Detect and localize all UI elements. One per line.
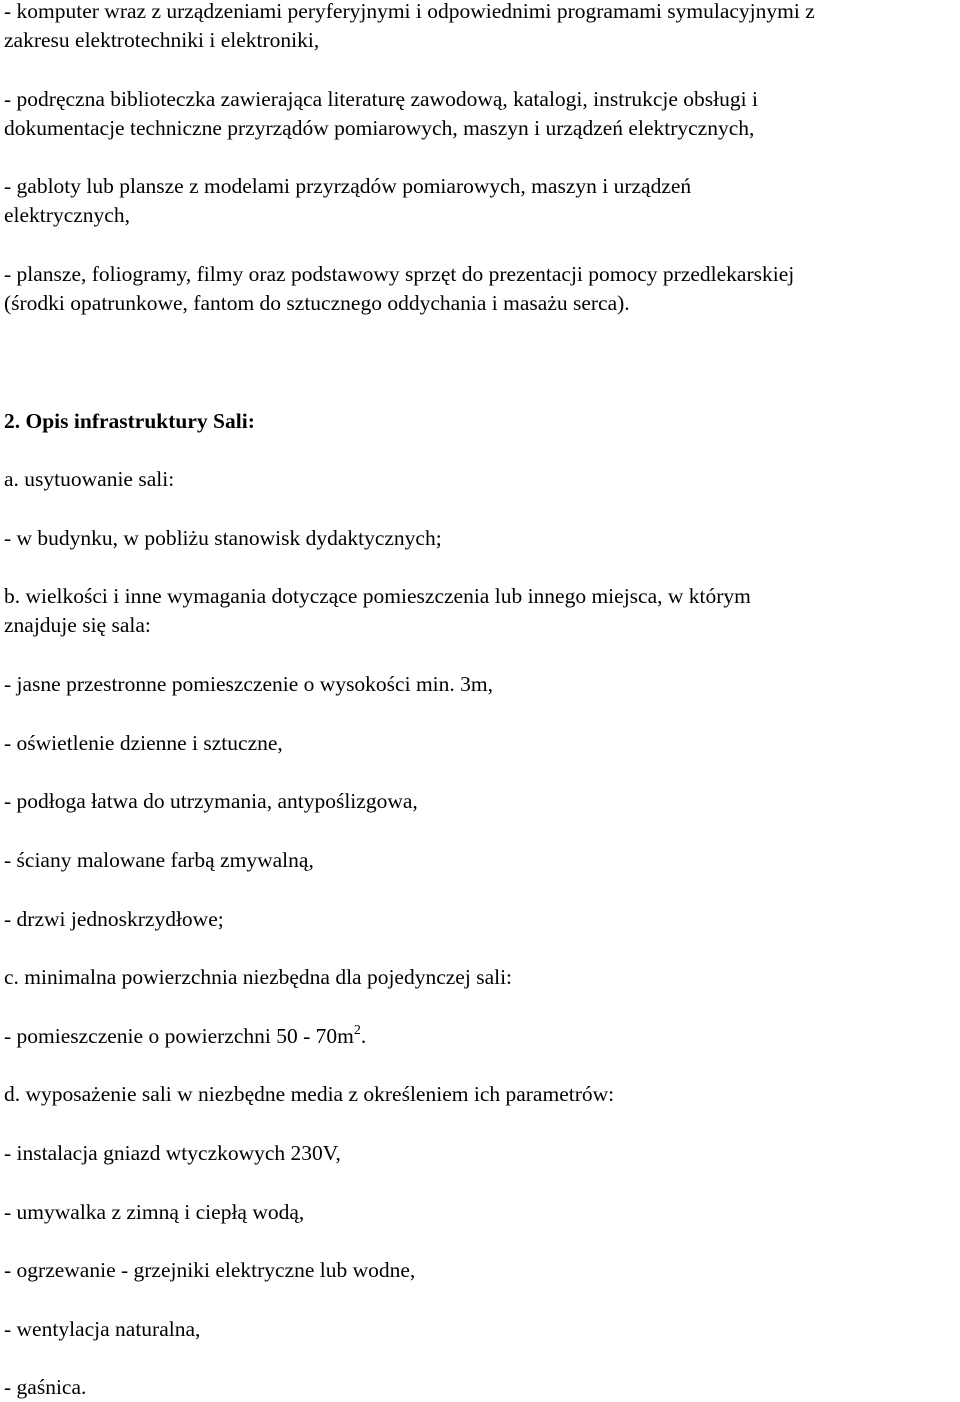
subsection-c-label: c. minimalna powierzchnia niezbędna dla pojedynczej sali:	[4, 965, 513, 989]
b-item-floor: - podłoga łatwa do utrzymania, antypoślizgowa,	[4, 789, 418, 813]
a-item-location: - w budynku, w pobliżu stanowisk dydaktycznych;	[4, 526, 442, 550]
d-item-ventilation: - wentylacja naturalna,	[4, 1317, 201, 1341]
equipment-item-computer	[4, 0, 954, 55]
text-line: - podręczna biblioteczka zawierająca literaturę zawodową, katalogi, instrukcje obsługi i	[4, 87, 758, 111]
d-item-extinguisher: - gaśnica.	[4, 1375, 87, 1399]
b-item-walls: - ściany malowane farbą zmywalną,	[4, 848, 314, 872]
b-item-lighting: - oświetlenie dzienne i sztuczne,	[4, 731, 283, 755]
text-line: - komputer wraz z urządzeniami peryferyjnymi i odpowiednimi programami symulacyjnymi z	[4, 0, 815, 23]
d-item-sockets: - instalacja gniazd wtyczkowych 230V,	[4, 1141, 341, 1165]
b-item-room: - jasne przestronne pomieszczenie o wysokości min. 3m,	[4, 672, 493, 696]
text-line: zakresu elektrotechniki i elektroniki,	[4, 28, 320, 52]
text-part: - pomieszczenie o powierzchni 50 - 70m	[4, 1024, 354, 1048]
text-line: - gabloty lub plansze z modelami przyrządów pomiarowych, maszyn i urządzeń	[4, 174, 692, 198]
equipment-item-library	[4, 85, 954, 143]
c-item-area	[4, 1022, 954, 1051]
subsection-b-label	[4, 582, 954, 640]
b-item-door: - drzwi jednoskrzydłowe;	[4, 907, 224, 931]
text-line: - plansze, foliogramy, filmy oraz podstawowy sprzęt do prezentacji pomocy przedlekarskiej	[4, 262, 795, 286]
section-heading: 2. Opis infrastruktury Sali:	[4, 409, 255, 433]
text-line: elektrycznych,	[4, 203, 130, 227]
subsection-d-label: d. wyposażenie sali w niezbędne media z określeniem ich parametrów:	[4, 1082, 615, 1106]
text-part: .	[360, 1024, 367, 1048]
text-line: znajduje się sala:	[4, 613, 151, 637]
superscript: 2	[353, 1023, 361, 1038]
text-line: b. wielkości i inne wymagania dotyczące pomieszczenia lub innego miejsca, w którym	[4, 584, 751, 608]
equipment-item-boards	[4, 260, 954, 318]
text-line: dokumentacje techniczne przyrządów pomiarowych, maszyn i urządzeń elektrycznych,	[4, 116, 755, 140]
equipment-item-display-cases	[4, 172, 954, 230]
text-line: (środki opatrunkowe, fantom do sztucznego oddychania i masażu serca).	[4, 291, 630, 315]
d-item-heating: - ogrzewanie - grzejniki elektryczne lub wodne,	[4, 1258, 416, 1282]
d-item-washbasin: - umywalka z zimną i ciepłą wodą,	[4, 1200, 305, 1224]
subsection-a-label: a. usytuowanie sali:	[4, 467, 175, 491]
